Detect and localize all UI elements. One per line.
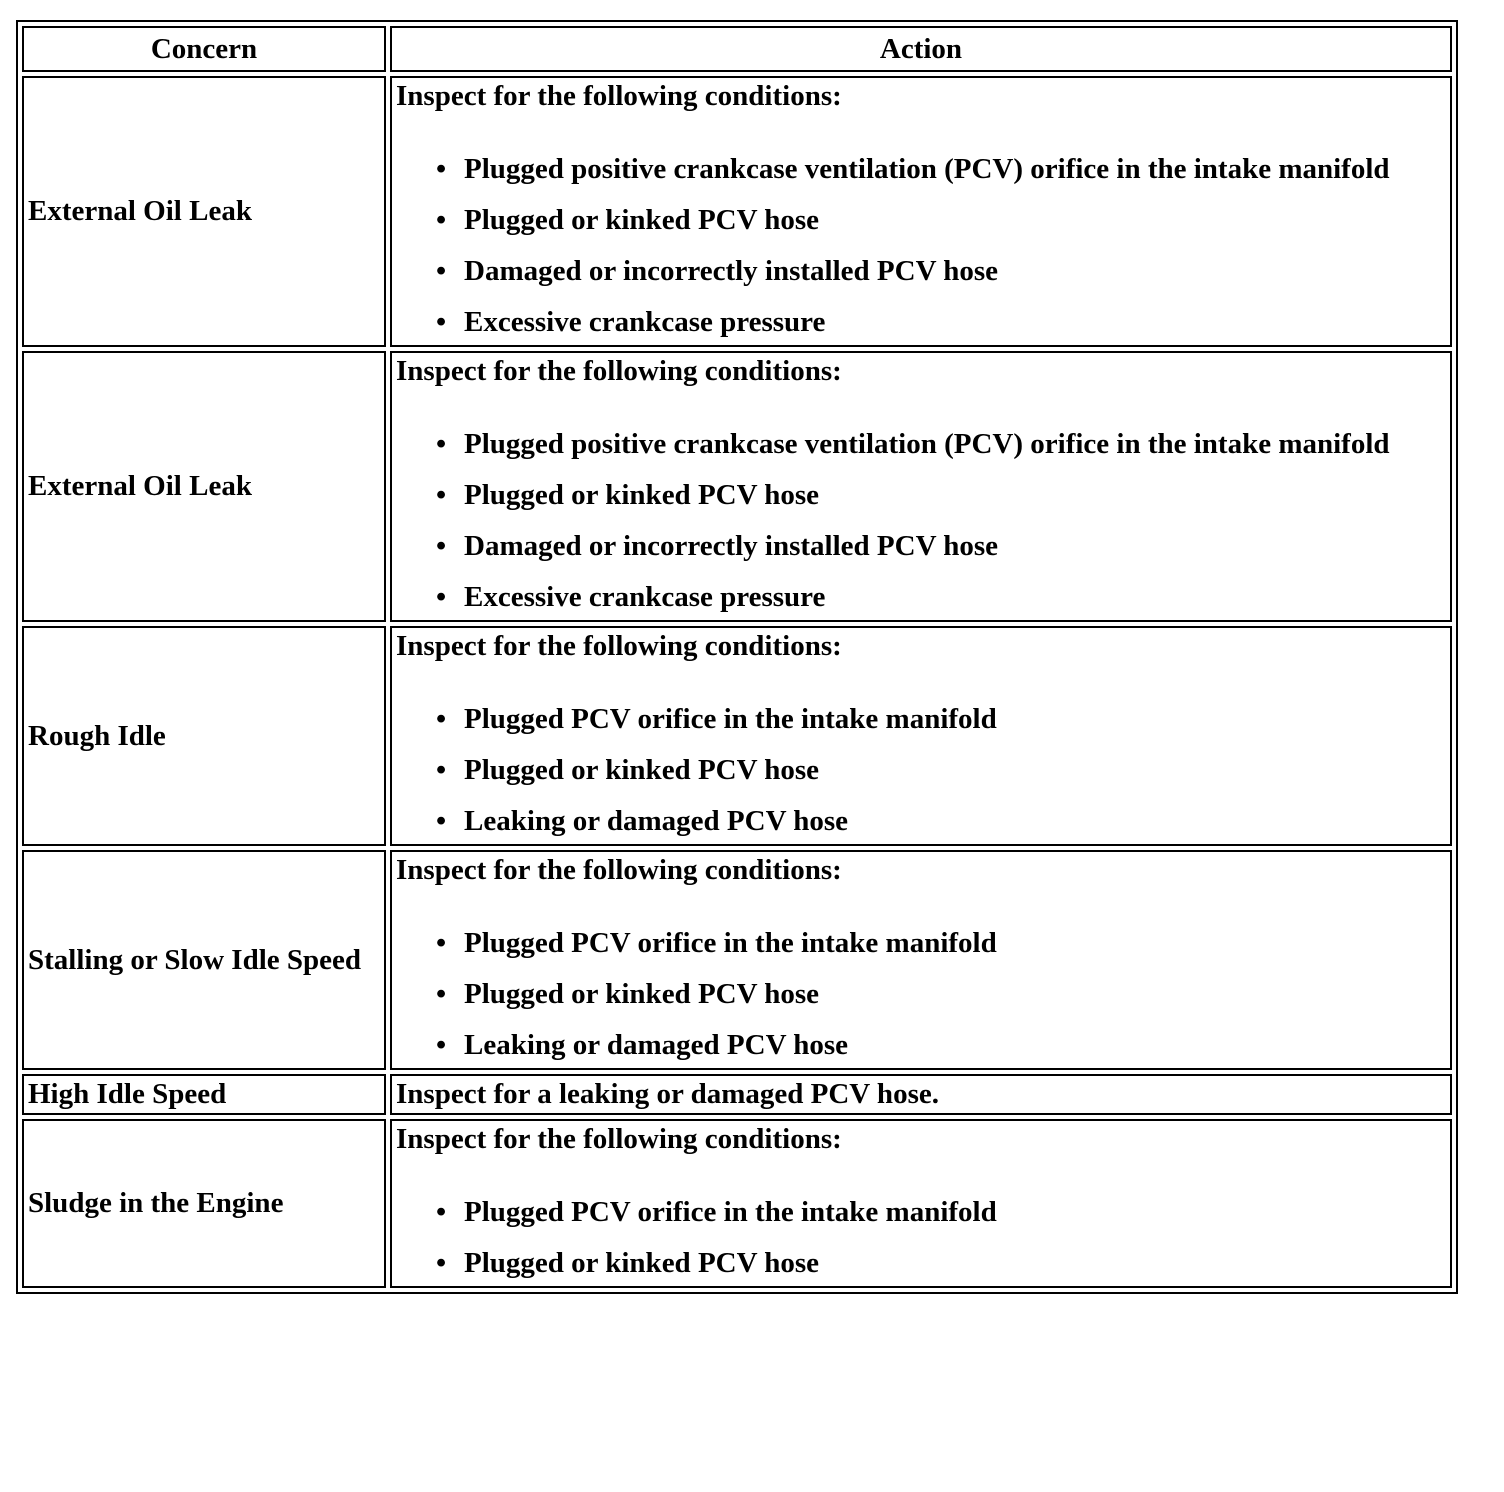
bullet-icon: • — [436, 306, 447, 338]
condition-text: Plugged or kinked PCV hose — [464, 754, 820, 786]
bullet-icon: • — [436, 754, 447, 786]
condition-text: Plugged or kinked PCV hose — [464, 978, 820, 1010]
condition-text: Plugged positive crankcase ventilation (PCV) orifice in the intake manifold — [464, 428, 1390, 460]
list-item — [436, 925, 1446, 962]
action-cell — [390, 76, 1452, 347]
list-item — [436, 426, 1446, 463]
table-row — [22, 850, 1452, 1070]
condition-text: Plugged PCV orifice in the intake manifold — [464, 1196, 997, 1228]
action-intro: Inspect for the following conditions: — [396, 355, 842, 387]
list-item — [436, 202, 1446, 239]
diagnostic-table — [16, 20, 1458, 1294]
action-intro: Inspect for the following conditions: — [396, 1123, 842, 1155]
list-item — [436, 477, 1446, 514]
table-body — [22, 76, 1452, 1288]
header-concern: Concern — [22, 26, 386, 72]
list-item — [436, 528, 1446, 565]
condition-text: Plugged PCV orifice in the intake manifold — [464, 927, 997, 959]
condition-list — [396, 701, 1446, 840]
concern-cell: External Oil Leak — [22, 351, 386, 622]
condition-text: Excessive crankcase pressure — [464, 581, 826, 613]
concern-cell: External Oil Leak — [22, 76, 386, 347]
list-item — [436, 752, 1446, 789]
action-intro: Inspect for the following conditions: — [396, 630, 842, 662]
bullet-icon: • — [436, 703, 447, 735]
action-cell — [390, 626, 1452, 846]
table-row — [22, 1074, 1452, 1115]
concern-cell: High Idle Speed — [22, 1074, 386, 1115]
bullet-icon: • — [436, 428, 447, 460]
table-row — [22, 351, 1452, 622]
table-row — [22, 76, 1452, 347]
condition-text: Damaged or incorrectly installed PCV hose — [464, 255, 999, 287]
bullet-icon: • — [436, 927, 447, 959]
condition-text: Plugged or kinked PCV hose — [464, 479, 820, 511]
concern-cell: Rough Idle — [22, 626, 386, 846]
list-item — [436, 151, 1446, 188]
header-row — [22, 26, 1452, 72]
condition-text: Plugged or kinked PCV hose — [464, 1247, 820, 1279]
condition-list — [396, 426, 1446, 616]
concern-cell: Sludge in the Engine — [22, 1119, 386, 1288]
condition-text: Leaking or damaged PCV hose — [464, 1029, 849, 1061]
bullet-icon: • — [436, 581, 447, 613]
action-cell — [390, 850, 1452, 1070]
list-item — [436, 976, 1446, 1013]
condition-list — [396, 1194, 1446, 1282]
header-action: Action — [390, 26, 1452, 72]
concern-cell: Stalling or Slow Idle Speed — [22, 850, 386, 1070]
action-intro: Inspect for the following conditions: — [396, 854, 842, 886]
action-intro: Inspect for the following conditions: — [396, 80, 842, 112]
condition-text: Plugged or kinked PCV hose — [464, 204, 820, 236]
bullet-icon: • — [436, 479, 447, 511]
bullet-icon: • — [436, 255, 447, 287]
condition-list — [396, 151, 1446, 341]
bullet-icon: • — [436, 1196, 447, 1228]
action-cell: Inspect for a leaking or damaged PCV hose. — [390, 1074, 1452, 1115]
condition-list — [396, 925, 1446, 1064]
condition-text: Damaged or incorrectly installed PCV hose — [464, 530, 999, 562]
condition-text: Plugged positive crankcase ventilation (PCV) orifice in the intake manifold — [464, 153, 1390, 185]
list-item — [436, 803, 1446, 840]
condition-text: Plugged PCV orifice in the intake manifold — [464, 703, 997, 735]
list-item — [436, 1027, 1446, 1064]
table-row — [22, 1119, 1452, 1288]
bullet-icon: • — [436, 204, 447, 236]
list-item — [436, 304, 1446, 341]
list-item — [436, 701, 1446, 738]
list-item — [436, 1245, 1446, 1282]
action-cell — [390, 351, 1452, 622]
list-item — [436, 579, 1446, 616]
list-item — [436, 1194, 1446, 1231]
condition-text: Excessive crankcase pressure — [464, 306, 826, 338]
list-item — [436, 253, 1446, 290]
bullet-icon: • — [436, 805, 447, 837]
diagnostic-table-container — [16, 20, 1458, 1294]
bullet-icon: • — [436, 530, 447, 562]
action-cell — [390, 1119, 1452, 1288]
bullet-icon: • — [436, 978, 447, 1010]
condition-text: Leaking or damaged PCV hose — [464, 805, 849, 837]
bullet-icon: • — [436, 153, 447, 185]
bullet-icon: • — [436, 1247, 447, 1279]
table-row — [22, 626, 1452, 846]
bullet-icon: • — [436, 1029, 447, 1061]
